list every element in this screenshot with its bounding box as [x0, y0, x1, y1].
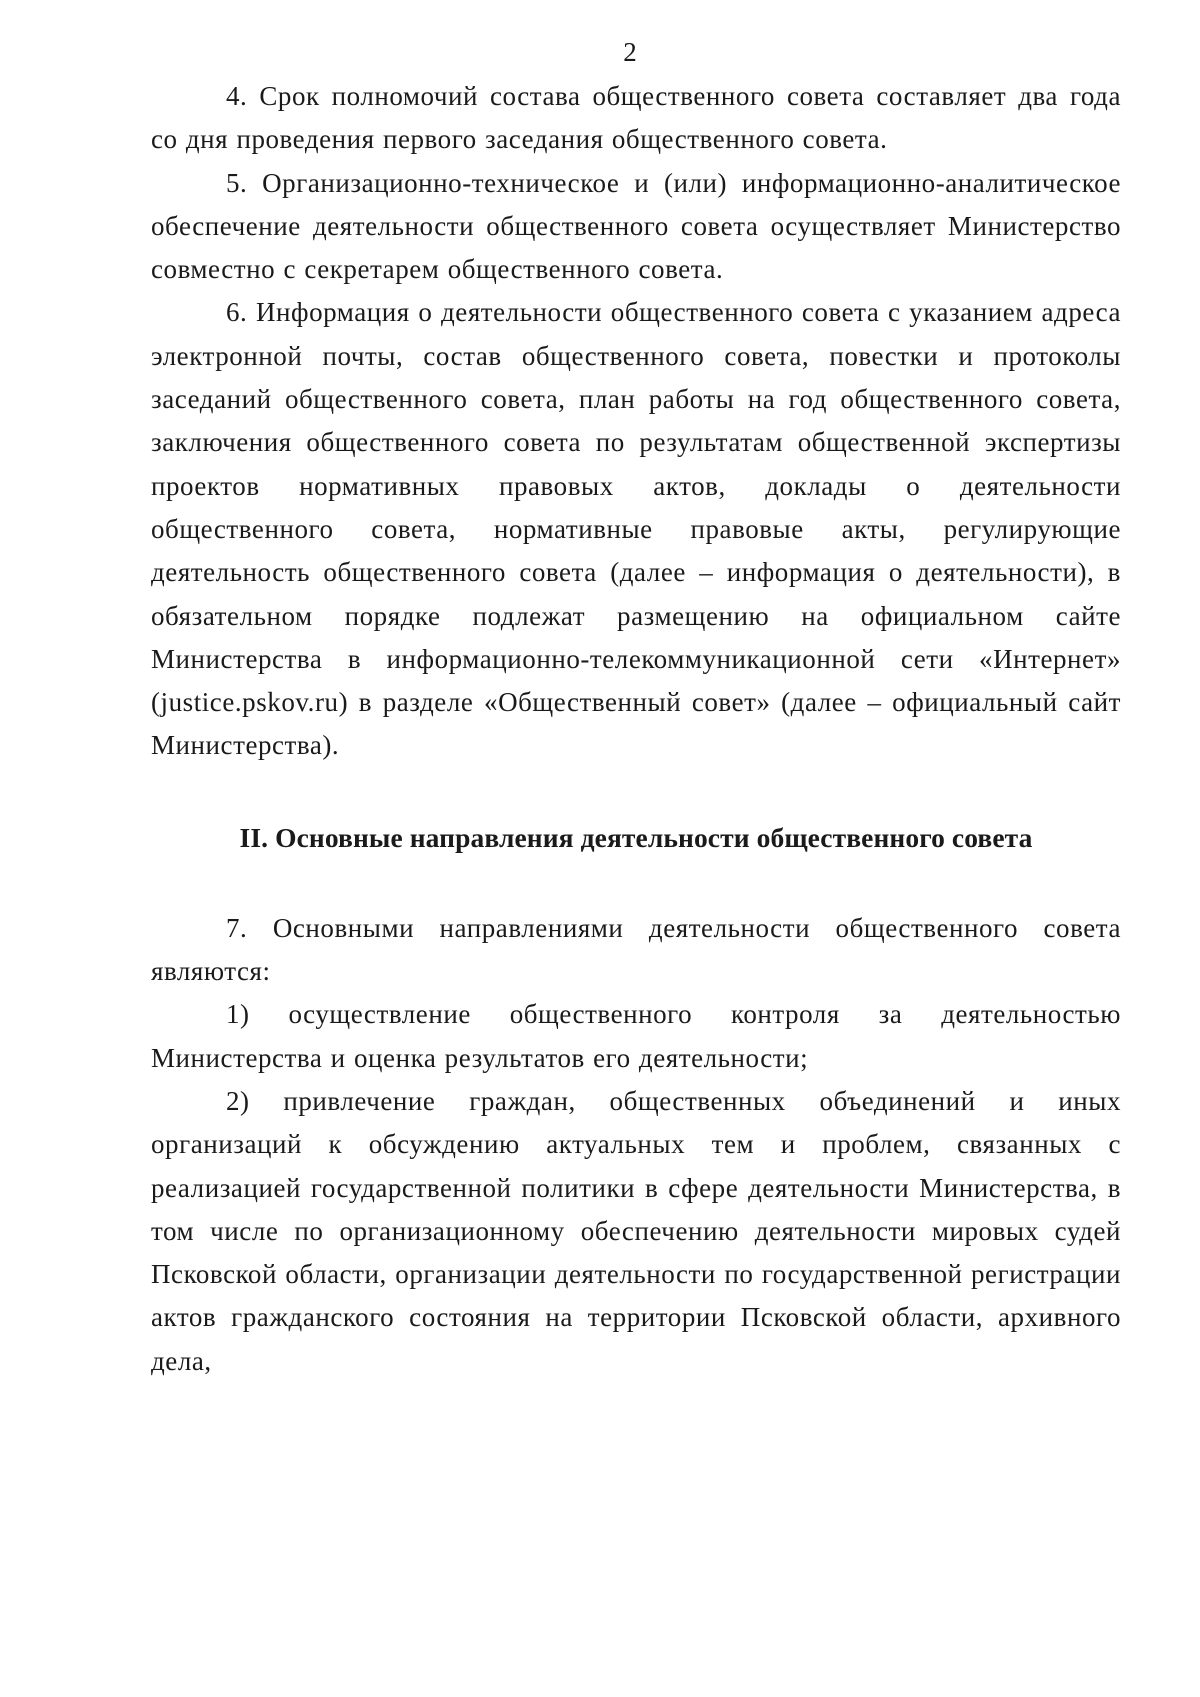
section-heading: II. Основные направления деятельности общественного совета	[239, 821, 1033, 853]
paragraph-subitem-2: 2) привлечение граждан, общественных объединений и иных организаций к обсуждению актуальных тем и проблем, связанных с реализацией государственной политики в сфере деятельности Министерства, в том числе по организационному обеспечению деятельности мировых судей Псковской области, организации деятельности по государственной регистрации актов гражданского состояния на территории Псковской области, архивного дела,	[151, 1085, 1121, 1376]
paragraph-item-6: 6. Информация о деятельности общественного совета с указанием адреса электронной почты, состав общественного совета, повестки и протоколы заседаний общественного совета, план работы на год общественного совета, заключения общественного совета по результатам общественной экспертизы проектов нормативных правовых актов, доклады о деятельности общественного совета, нормативные правовые акты, регулирующие деятельность общественного совета (далее – информация о деятельности), в обязательном порядке подлежат размещению на официальном сайте Министерства в информационно-телекоммуникационной сети «Интернет» (justice.pskov.ru) в разделе «Общественный совет» (далее – официальный сайт Министерства).	[151, 297, 1121, 761]
document-body	[151, 75, 1121, 1383]
paragraph-item-5: 5. Организационно-техническое и (или) информационно-аналитическое обеспечение деятельности общественного совета осуществляет Министерство совместно с секретарем общественного совета.	[151, 167, 1121, 285]
paragraph-item-4: 4. Срок полномочий состава общественного совета составляет два года со дня проведения первого заседания общественного совета.	[151, 81, 1121, 155]
paragraph-item-7: 7. Основными направлениями деятельности общественного совета являются:	[151, 912, 1121, 987]
paragraph-subitem-1: 1) осуществление общественного контроля за деятельностью Министерства и оценка результатов его деятельности;	[151, 999, 1121, 1073]
page-number: 2	[623, 37, 637, 67]
